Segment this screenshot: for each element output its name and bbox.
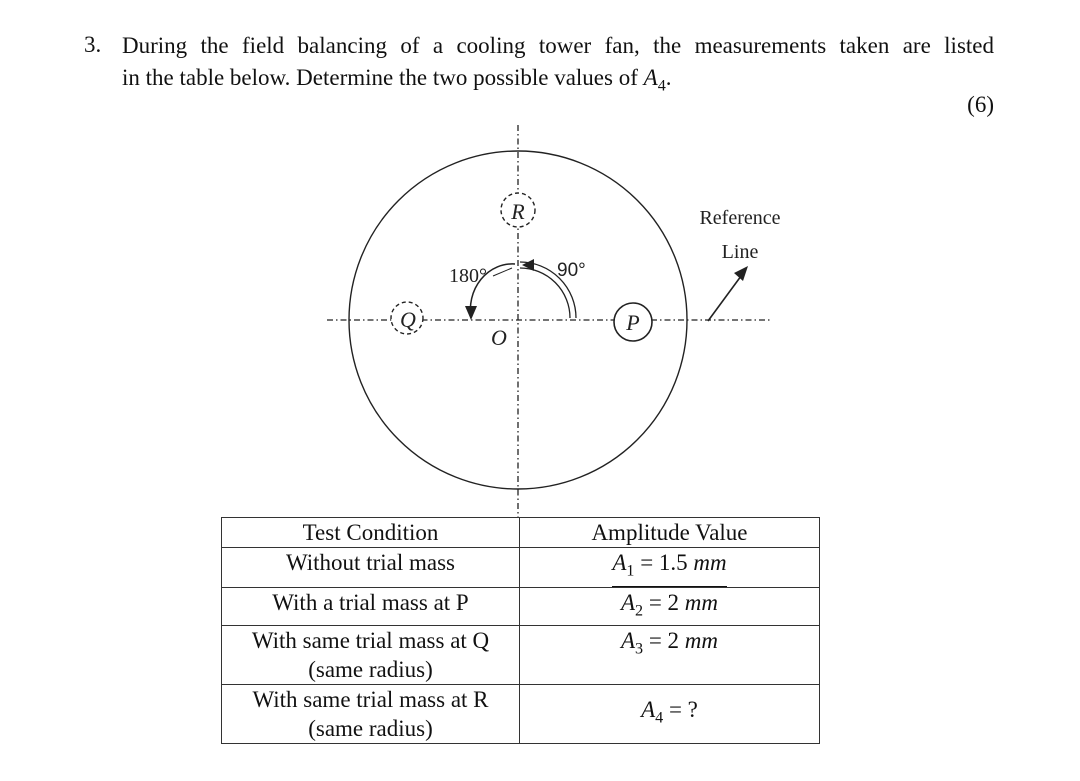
question-text (122, 30, 994, 103)
question-line-1: During the field balancing of a cooling tower fan, the measurements taken are listed (122, 33, 994, 58)
table-row (222, 685, 820, 744)
condition-cell: Without trial mass (222, 548, 520, 588)
question-symbol-sub: 4 (657, 77, 666, 95)
reference-arrow-shaft (708, 272, 744, 321)
amplitude-a2: $A_2 = 2$ mm (620, 589, 719, 620)
label-o: O (491, 325, 507, 350)
condition-cell: With same trial mass at R (same radius) (222, 685, 520, 744)
amplitude-a4: $A_4$ = ? (641, 697, 698, 727)
amplitude-cell (519, 587, 819, 626)
label-p: P (626, 310, 640, 335)
label-r: R (511, 199, 525, 224)
arc-180-arrowhead (465, 306, 477, 320)
table-header-row (222, 518, 820, 548)
reference-arrowhead (734, 266, 748, 281)
header-test-condition: Test Condition (222, 518, 520, 548)
fan-balancing-diagram (300, 120, 820, 520)
table-row (222, 548, 820, 588)
table-row (222, 587, 820, 626)
amplitude-cell (519, 685, 819, 744)
question-line-2-prefix: in the table below. Determine the two possible values of (122, 65, 644, 90)
angle-180-leader (493, 268, 512, 276)
question-symbol: A (643, 65, 658, 90)
label-q: Q (400, 307, 416, 332)
condition-cell: With a trial mass at P (222, 587, 520, 626)
amplitude-a3: $A_3 = 2$ mm (620, 628, 719, 658)
question-line-2-suffix: . (665, 65, 672, 90)
measurement-table (221, 517, 820, 744)
marks-label: (6) (967, 92, 994, 117)
amplitude-cell (519, 548, 819, 588)
condition-cell: With same trial mass at Q (same radius) (222, 626, 520, 685)
angle-90-label: 90° (557, 260, 586, 281)
amplitude-a1: $A_1 = 1.5$ mm (612, 548, 726, 587)
reference-line-label-1: Reference (699, 207, 781, 229)
question-number: 3. (84, 32, 102, 57)
header-amplitude-value: Amplitude Value (519, 518, 819, 548)
reference-line-label-2: Line (721, 241, 759, 263)
amplitude-cell (519, 626, 819, 685)
angle-180-label: 180° (449, 265, 487, 287)
question-line-2 (122, 62, 994, 103)
table-row (222, 626, 820, 685)
